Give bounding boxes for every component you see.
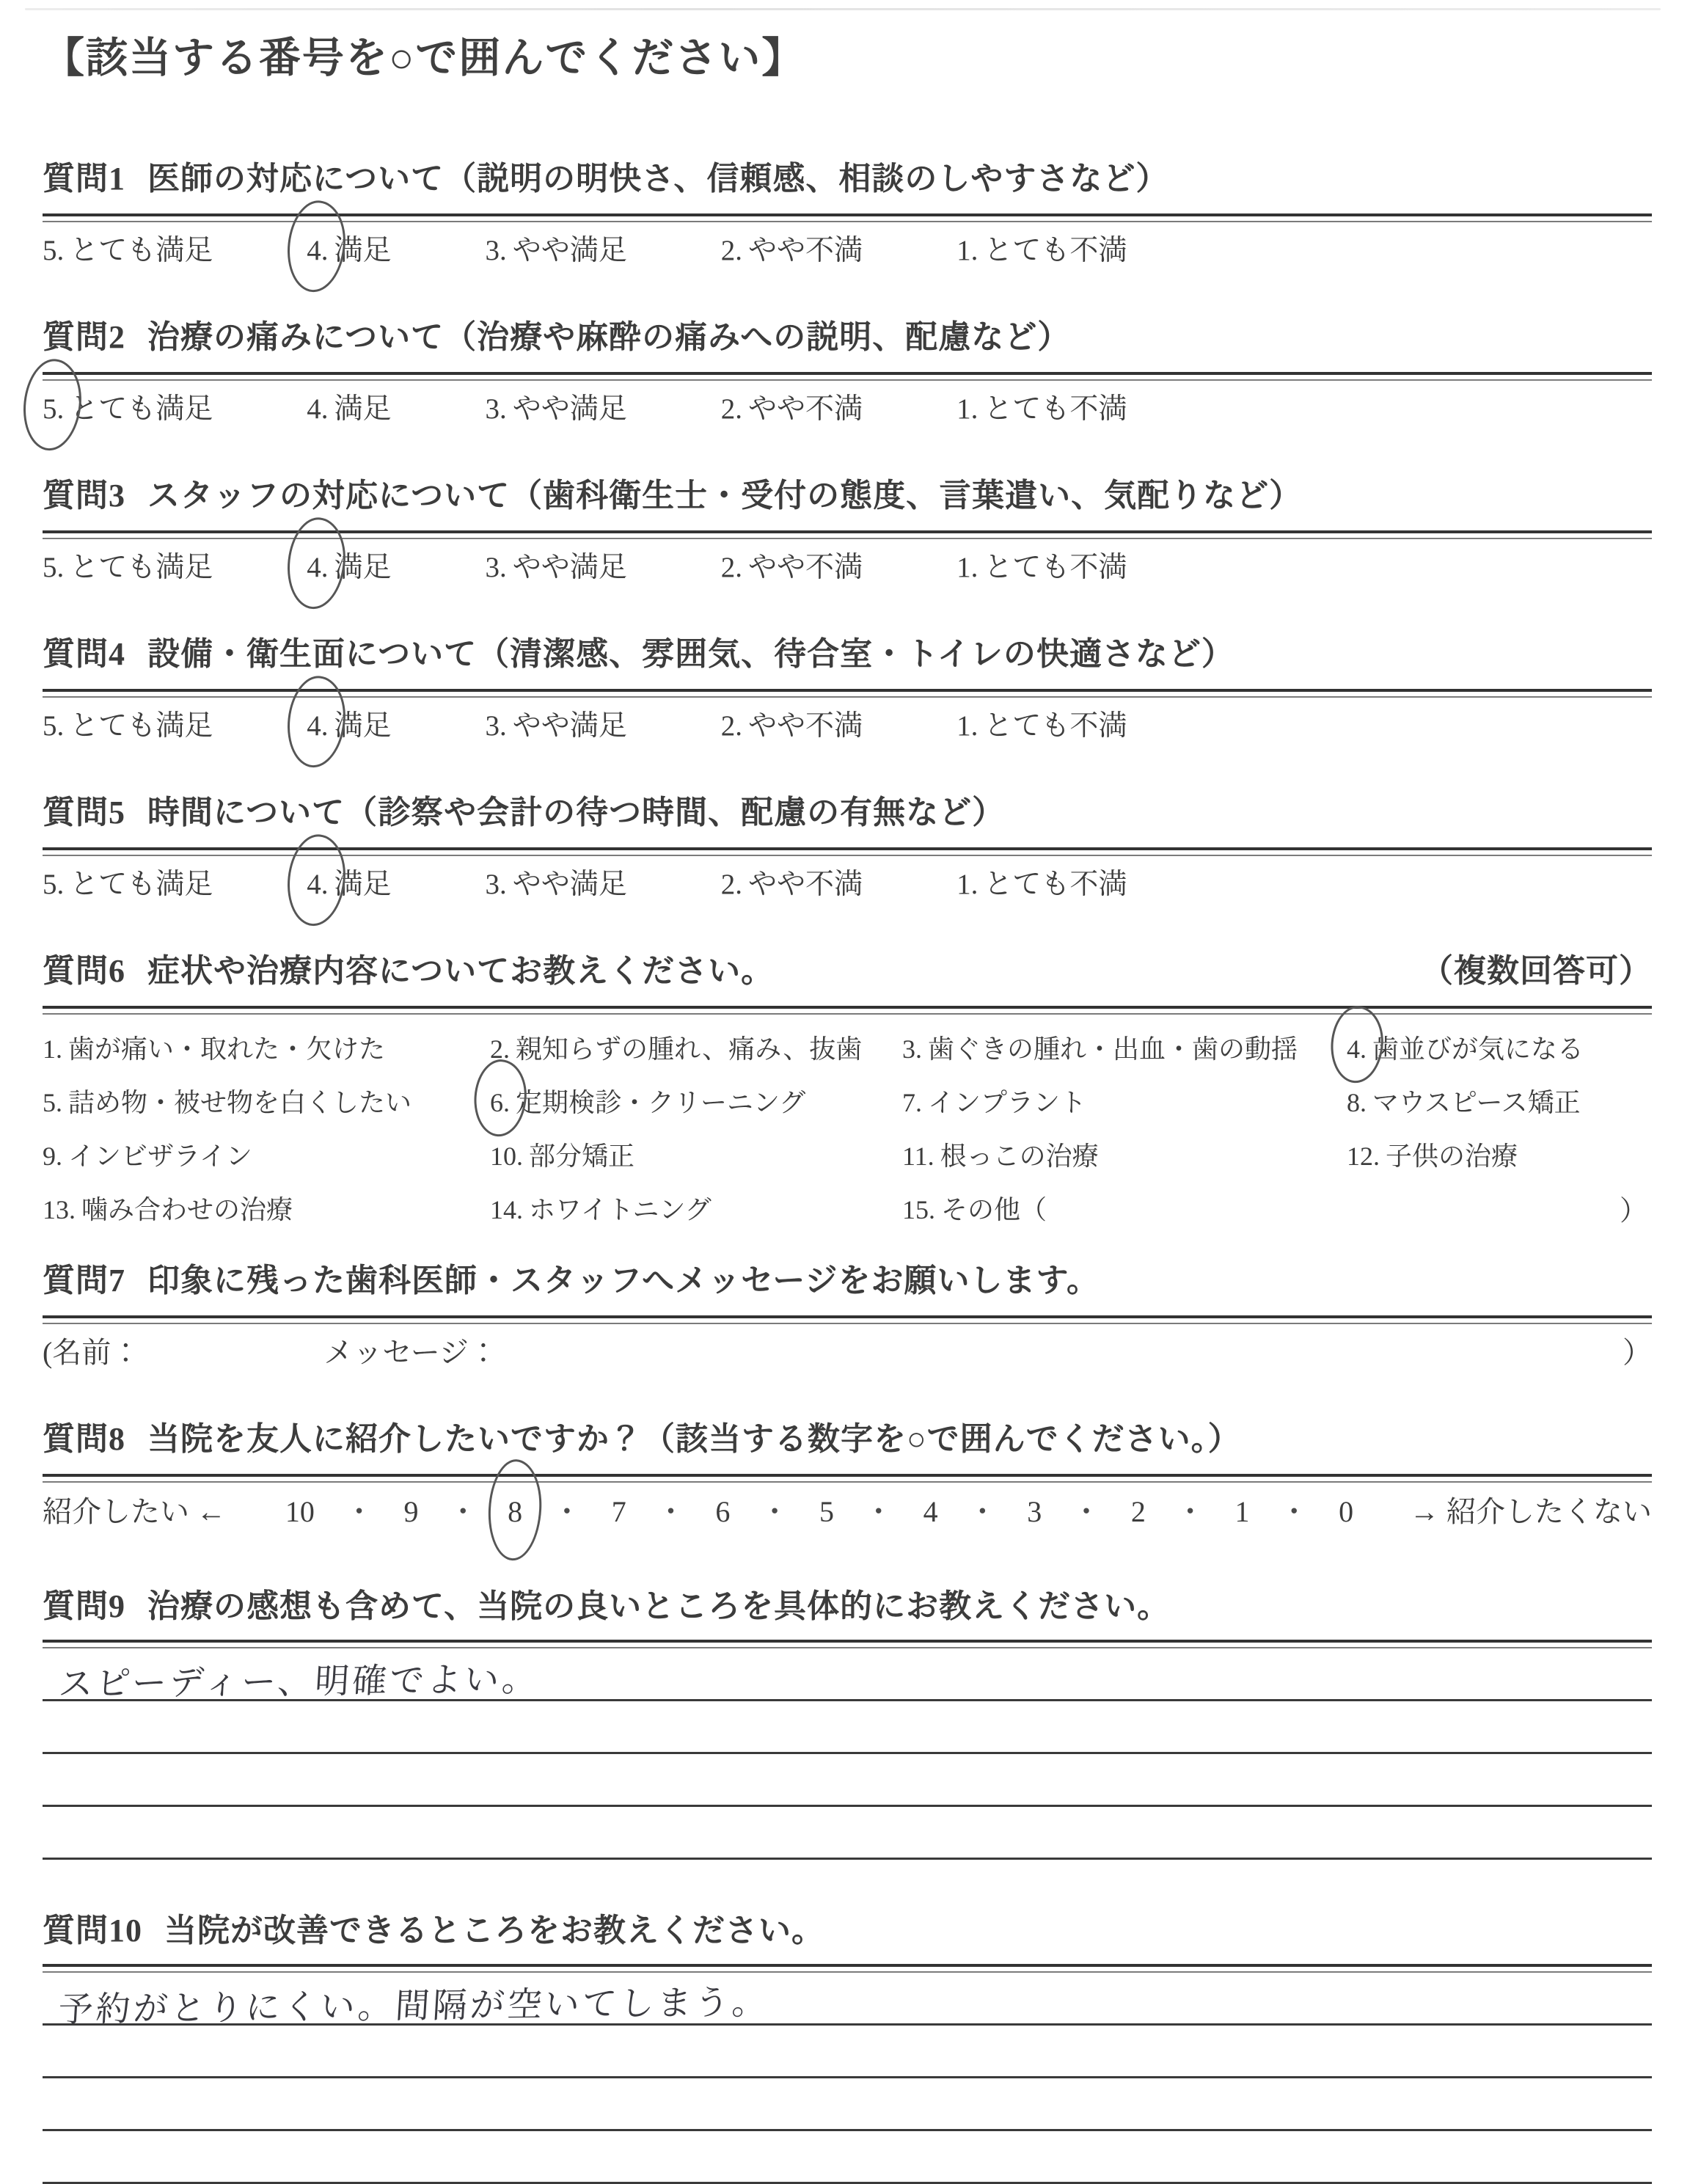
rating-option-5 xyxy=(43,866,213,903)
option-label: 満足 xyxy=(334,869,392,901)
rating-option-3 xyxy=(486,708,627,745)
question-block-9 xyxy=(43,1587,1652,1860)
question-topic: 印象に残った歯科医師・スタッフへメッセージをお願いします。 xyxy=(147,1263,1100,1299)
name-field-label: (名前： xyxy=(43,1336,141,1370)
rating-option-1 xyxy=(956,866,1127,903)
option-label: やや不満 xyxy=(748,869,863,901)
rating-option-3 xyxy=(486,549,627,586)
symptom-option-4 xyxy=(1347,1029,1652,1066)
answer-line-2 xyxy=(43,1701,1652,1754)
scale-number-0: 0 xyxy=(1339,1495,1354,1529)
rating-option-1 xyxy=(956,233,1127,269)
question-block-10 xyxy=(43,1911,1652,2184)
handwritten-answer: スピーディー、明確でよい。 xyxy=(57,1660,541,1704)
option-number: 15. xyxy=(902,1195,935,1225)
scale-numbers xyxy=(255,1493,1383,1531)
scale-number-9: 9 xyxy=(403,1495,419,1529)
question-topic: 医師の対応について（説明の明快さ、信頼感、相談のしやすさなど） xyxy=(147,161,1169,197)
scale-separator: ・ xyxy=(1279,1495,1309,1529)
option-label: その他（ xyxy=(941,1195,1047,1225)
question-block-2 xyxy=(43,318,1652,428)
scale-separator: ・ xyxy=(656,1495,686,1529)
scale-number-5: 5 xyxy=(819,1495,834,1529)
option-number: 2. xyxy=(720,393,743,426)
answer-line-3 xyxy=(43,1754,1652,1807)
option-number: 1. xyxy=(43,1034,62,1064)
option-label: 歯が痛い・取れた・欠けた xyxy=(68,1034,386,1064)
option-label: やや不満 xyxy=(748,710,863,742)
rating-options-row xyxy=(43,708,1652,745)
option-number: 14. xyxy=(490,1195,523,1225)
rating-option-2 xyxy=(721,708,863,745)
symptom-option-11 xyxy=(902,1136,1347,1173)
rating-option-5 xyxy=(43,549,213,586)
message-field-label: メッセージ： xyxy=(323,1336,498,1370)
question-title xyxy=(43,793,1652,833)
option-number: 2. xyxy=(720,552,743,584)
scale-number-3: 3 xyxy=(1027,1495,1042,1529)
question-title xyxy=(43,476,1652,516)
symptom-option-7 xyxy=(902,1082,1347,1120)
question-title xyxy=(43,635,1652,674)
symptom-option-6 xyxy=(490,1082,902,1120)
question-title xyxy=(43,159,1652,199)
option-label: 定期検診・クリーニング xyxy=(516,1088,806,1118)
option-number: 10. xyxy=(490,1142,523,1172)
title-underline xyxy=(43,213,1652,222)
close-paren: ） xyxy=(1623,1336,1652,1370)
question-topic: 症状や治療内容についてお教えください。 xyxy=(147,953,775,990)
option-number: 4. xyxy=(1347,1034,1367,1064)
option-number: 3. xyxy=(485,393,507,426)
title-underline xyxy=(43,1315,1652,1324)
rating-option-1 xyxy=(956,708,1127,745)
answer-line-3 xyxy=(43,2078,1652,2131)
scale-separator: ・ xyxy=(552,1495,582,1529)
question-label: 質問4 xyxy=(43,636,125,673)
scale-number-8: 8 xyxy=(508,1493,522,1531)
title-underline xyxy=(43,1640,1652,1648)
question-topic: 治療の感想も含めて、当院の良いところを具体的にお教えください。 xyxy=(147,1588,1171,1625)
rating-option-5 xyxy=(43,391,213,428)
question-label: 質問5 xyxy=(43,795,125,831)
option-label: 歯並びが気になる xyxy=(1372,1034,1584,1064)
option-number: 1. xyxy=(956,235,978,267)
option-label: やや満足 xyxy=(512,393,627,426)
option-number: 4. xyxy=(307,233,328,269)
option-number: 7. xyxy=(902,1088,922,1118)
option-number: 5. xyxy=(43,869,65,901)
scale-number-4: 4 xyxy=(923,1495,938,1529)
option-number: 3. xyxy=(902,1034,922,1064)
option-label: とても不満 xyxy=(984,869,1127,901)
question-block-3 xyxy=(43,476,1652,586)
option-number: 4. xyxy=(307,708,328,745)
symptom-options-grid xyxy=(43,1020,1652,1235)
rating-options-row xyxy=(43,549,1652,586)
option-label: インビザライン xyxy=(68,1142,252,1172)
option-number: 1. xyxy=(956,552,978,584)
question-label: 質問2 xyxy=(43,319,125,356)
answer-line-4 xyxy=(43,1807,1652,1860)
symptom-option-2 xyxy=(490,1029,902,1066)
page-title: 【該当する番号を○で囲んでください】 xyxy=(43,35,805,81)
title-underline xyxy=(43,530,1652,539)
option-number: 9. xyxy=(43,1142,62,1172)
symptom-option-9 xyxy=(43,1136,490,1173)
rating-option-4 xyxy=(307,549,391,586)
scale-separator: ・ xyxy=(1175,1495,1205,1529)
option-label: とても不満 xyxy=(984,235,1127,267)
scale-number-6: 6 xyxy=(715,1495,731,1529)
question-title xyxy=(43,318,1652,357)
symptom-option-10 xyxy=(490,1136,902,1173)
option-number: 5. xyxy=(43,235,65,267)
question-block-4 xyxy=(43,635,1652,745)
question-label: 質問6 xyxy=(43,953,125,990)
option-label: とても不満 xyxy=(984,552,1127,584)
title-underline xyxy=(43,1006,1652,1015)
option-label: とても満足 xyxy=(70,393,213,426)
rating-option-4 xyxy=(307,708,391,745)
scale-separator: ・ xyxy=(1072,1495,1101,1529)
other-close-paren: ） xyxy=(1619,1196,1647,1227)
option-label: やや満足 xyxy=(512,869,627,901)
rating-options-row xyxy=(43,233,1652,269)
symptom-option-12 xyxy=(1347,1136,1652,1173)
rating-option-1 xyxy=(956,549,1127,586)
option-label: ホワイトニング xyxy=(529,1195,712,1225)
option-label: インプラント xyxy=(928,1088,1087,1118)
option-number: 1. xyxy=(956,393,978,426)
option-label: 部分矯正 xyxy=(529,1142,635,1172)
option-label: 満足 xyxy=(334,393,392,426)
rating-option-1 xyxy=(956,391,1127,428)
option-label: 根っこの治療 xyxy=(940,1142,1099,1172)
symptom-option-1 xyxy=(43,1029,490,1066)
scale-number-1: 1 xyxy=(1234,1495,1250,1529)
option-number: 2. xyxy=(720,869,743,901)
recommend-scale-row xyxy=(43,1493,1652,1531)
question-topic: スタッフの対応について（歯科衛生士・受付の態度、言葉遣い、気配りなど） xyxy=(147,478,1303,514)
option-label: やや不満 xyxy=(748,393,863,426)
title-underline xyxy=(43,1474,1652,1483)
scale-separator: ・ xyxy=(863,1495,893,1529)
option-number: 11. xyxy=(902,1142,934,1172)
scale-separator: ・ xyxy=(344,1495,374,1529)
option-number: 1. xyxy=(956,869,978,901)
rating-option-4 xyxy=(307,233,391,269)
answer-line-1 xyxy=(43,1648,1652,1704)
symptom-option-14 xyxy=(490,1189,902,1227)
option-label: マウスピース矯正 xyxy=(1372,1088,1581,1118)
option-label: やや満足 xyxy=(512,235,627,267)
scale-right-label: → 紹介したくない xyxy=(1410,1495,1652,1529)
answer-line-4 xyxy=(43,2131,1652,2184)
handwritten-answer: 予約がとりにくい。間隔が空いてしまう。 xyxy=(57,1984,771,2030)
option-label: 歯ぐきの腫れ・出血・歯の動揺 xyxy=(928,1034,1298,1064)
answer-line-1 xyxy=(43,1973,1652,2030)
title-underline xyxy=(43,689,1652,698)
rating-options-row xyxy=(43,391,1652,428)
title-underline xyxy=(43,1964,1652,1973)
option-number: 2. xyxy=(720,235,743,267)
option-number: 5. xyxy=(43,1088,62,1118)
option-number: 5. xyxy=(43,391,64,428)
question-title xyxy=(43,1911,1652,1951)
question-topic: 時間について（診察や会計の待つ時間、配慮の有無など） xyxy=(147,795,1006,831)
option-number: 8. xyxy=(1347,1088,1367,1118)
option-number: 2. xyxy=(490,1034,510,1064)
answer-line-2 xyxy=(43,2026,1652,2078)
option-number: 3. xyxy=(485,235,507,267)
rating-option-3 xyxy=(486,391,627,428)
option-number: 5. xyxy=(43,552,65,584)
option-number: 4. xyxy=(307,866,328,903)
symptom-option-8 xyxy=(1347,1082,1652,1120)
option-number: 13. xyxy=(43,1195,76,1225)
option-number: 6. xyxy=(490,1088,510,1118)
scan-artifact-line xyxy=(25,8,1661,10)
option-number: 12. xyxy=(1347,1142,1380,1172)
question-block-6 xyxy=(43,952,1652,1235)
option-label: やや不満 xyxy=(748,235,863,267)
symptom-option-3 xyxy=(902,1029,1347,1066)
question-topic: 設備・衛生面について（清潔感、雰囲気、待合室・トイレの快適さなど） xyxy=(147,636,1234,673)
scale-number-2: 2 xyxy=(1130,1495,1146,1529)
question-title xyxy=(43,952,1652,991)
option-number: 3. xyxy=(485,869,507,901)
option-label: 満足 xyxy=(334,552,392,584)
option-number: 5. xyxy=(43,710,65,742)
rating-option-2 xyxy=(721,391,863,428)
option-number: 3. xyxy=(485,710,507,742)
option-label: やや満足 xyxy=(512,552,627,584)
rating-option-2 xyxy=(721,866,863,903)
rating-options-row xyxy=(43,866,1652,903)
option-number: 2. xyxy=(720,710,743,742)
title-underline xyxy=(43,847,1652,856)
option-label: やや満足 xyxy=(512,710,627,742)
question-topic: 治療の痛みについて（治療や麻酔の痛みへの説明、配慮など） xyxy=(147,319,1071,356)
option-label: とても満足 xyxy=(70,710,213,742)
question-label: 質問9 xyxy=(43,1588,125,1625)
rating-option-5 xyxy=(43,708,213,745)
rating-option-4 xyxy=(307,866,391,903)
question-block-8 xyxy=(43,1420,1652,1531)
question-topic: 当院を友人に紹介したいですか？（該当する数字を○で囲んでください。） xyxy=(147,1421,1241,1458)
option-label: とても満足 xyxy=(70,552,213,584)
multi-answer-note: （複数回答可） xyxy=(1421,953,1652,990)
option-label: 詰め物・被せ物を白くしたい xyxy=(68,1088,412,1118)
option-number: 1. xyxy=(956,710,978,742)
option-number: 4. xyxy=(307,549,328,586)
option-number: 4. xyxy=(307,393,329,426)
rating-option-2 xyxy=(721,233,863,269)
option-label: やや不満 xyxy=(748,552,863,584)
scale-left-label: 紹介したい ← xyxy=(43,1495,226,1529)
scale-separator: ・ xyxy=(967,1495,998,1529)
question-label: 質問3 xyxy=(43,478,125,514)
question-title xyxy=(43,1587,1652,1626)
scale-number-7: 7 xyxy=(611,1495,626,1529)
rating-option-4 xyxy=(307,391,391,428)
name-message-row xyxy=(43,1334,1652,1371)
option-label: 噛み合わせの治療 xyxy=(81,1195,293,1225)
question-block-7 xyxy=(43,1261,1652,1371)
question-label: 質問10 xyxy=(43,1913,142,1949)
option-label: とても不満 xyxy=(984,393,1127,426)
question-block-1 xyxy=(43,159,1652,269)
symptom-option-13 xyxy=(43,1189,490,1227)
rating-option-5 xyxy=(43,233,213,269)
symptom-option-15 xyxy=(902,1189,1347,1227)
question-topic: 当院が改善できるところをお教えください。 xyxy=(164,1913,824,1949)
scale-separator: ・ xyxy=(448,1495,478,1529)
rating-option-3 xyxy=(486,866,627,903)
option-label: 満足 xyxy=(334,235,392,267)
option-label: とても満足 xyxy=(70,869,213,901)
option-number: 3. xyxy=(485,552,507,584)
question-title xyxy=(43,1420,1652,1459)
option-label: 子供の治療 xyxy=(1386,1142,1518,1172)
title-underline xyxy=(43,372,1652,381)
rating-option-3 xyxy=(486,233,627,269)
question-label: 質問1 xyxy=(43,161,125,197)
option-label: とても不満 xyxy=(984,710,1127,742)
question-block-5 xyxy=(43,793,1652,903)
scale-number-10: 10 xyxy=(285,1495,315,1529)
rating-option-2 xyxy=(721,549,863,586)
symptom-option-5 xyxy=(43,1082,490,1120)
option-label: 満足 xyxy=(334,710,392,742)
option-label: 親知らずの腫れ、痛み、抜歯 xyxy=(516,1034,863,1064)
question-label: 質問7 xyxy=(43,1263,125,1299)
question-label: 質問8 xyxy=(43,1421,125,1458)
scale-separator: ・ xyxy=(760,1495,790,1529)
option-label: とても満足 xyxy=(70,235,213,267)
question-title xyxy=(43,1261,1652,1301)
